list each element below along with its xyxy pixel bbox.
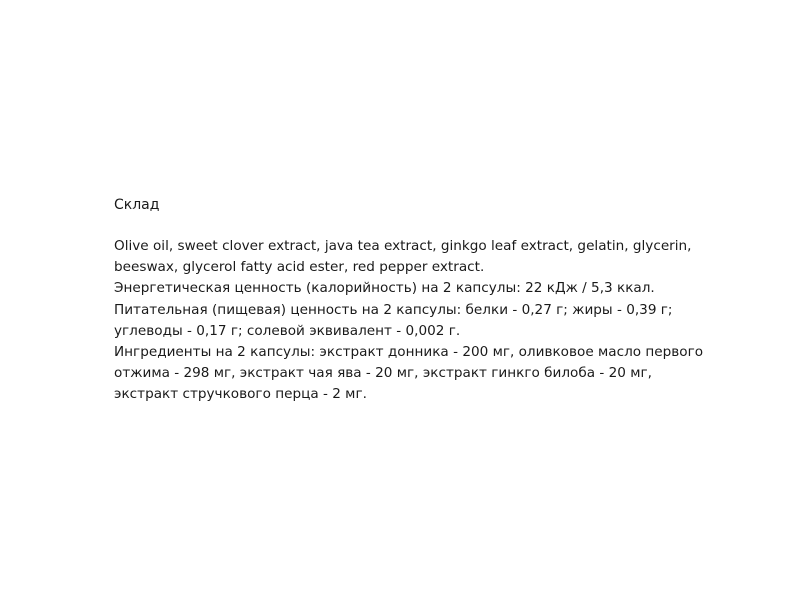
nutritional-value-paragraph: Питательная (пищевая) ценность на 2 капсулы: белки - 0,27 г; жиры - 0,39 г; углеводы - 0,17 г; солевой эквивалент - 0,002 г. xyxy=(114,301,673,339)
section-title: Склад xyxy=(114,197,160,213)
energy-value-paragraph: Энергетическая ценность (калорийность) на 2 капсулы: 22 кДж / 5,3 ккал. xyxy=(114,280,655,297)
ingredients-english-paragraph: Olive oil, sweet clover extract, java tea extract, ginkgo leaf extract, gelatin, glycerin, beeswax, glycerol fatty acid ester, red pepper extract. xyxy=(114,238,692,276)
composition-section xyxy=(114,194,704,406)
composition-text xyxy=(114,236,704,406)
ingredients-russian-paragraph: Ингредиенты на 2 капсулы: экстракт донника - 200 мг, оливковое масло первого отжима - 298 мг, экстракт чая ява - 20 мг, экстракт гинкго билоба - 20 мг, экстракт стручкового перца - 2 мг. xyxy=(114,344,704,403)
